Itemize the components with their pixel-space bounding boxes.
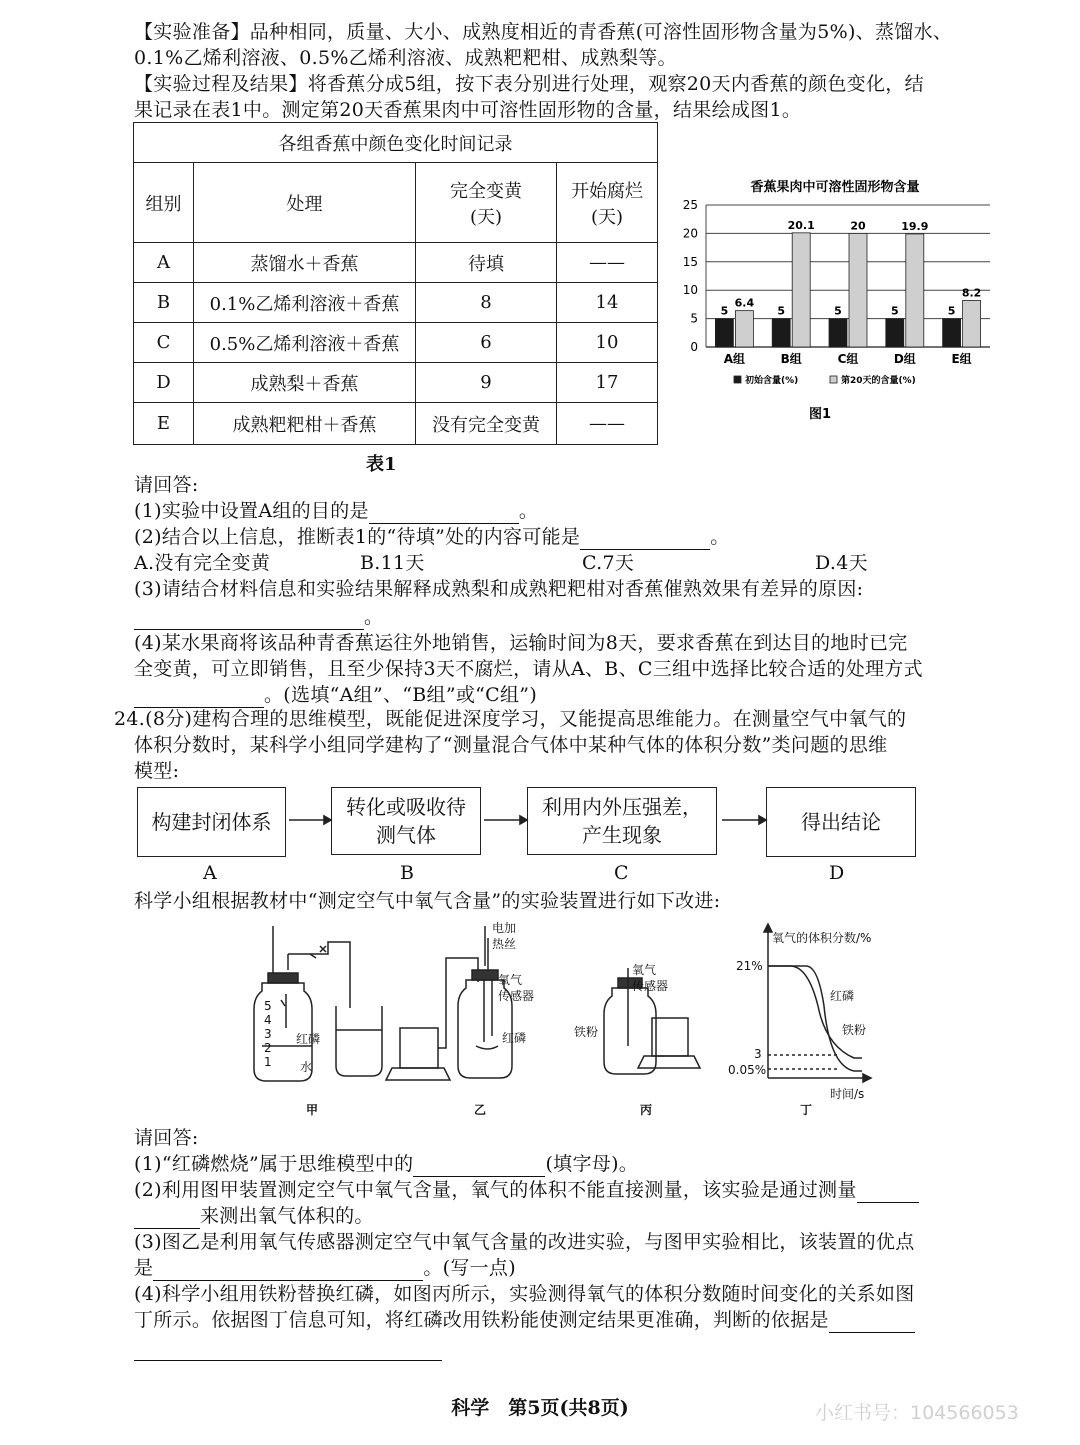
- q23-4-line-2: 全变黄，可立即销售，且至少保持3天不腐烂，请从A、B、C三组中选择比较合适的处理方式: [134, 658, 923, 680]
- option-d: D.4天: [815, 552, 868, 574]
- answer-blank[interactable]: [413, 1156, 545, 1177]
- legend-swatch: [734, 376, 741, 383]
- option-a: A.没有完全变黄: [134, 552, 271, 574]
- intro-line-2: 0.1%乙烯利溶液、0.5%乙烯利溶液、成熟粑粑柑、成熟梨等。: [134, 47, 677, 69]
- intro-line-4: 果记录在表1中。测定第20天香蕉果肉中可溶性固形物的含量，结果绘成图1。: [134, 99, 802, 121]
- q24-1-end: (填字母)。: [545, 1153, 639, 1175]
- table-header: 处理: [194, 163, 416, 243]
- y-tick-label: 25: [682, 198, 698, 212]
- table-cell: 没有完全变黄: [416, 403, 557, 445]
- q24-4-line-1: (4)科学小组用铁粉替换红磷，如图丙所示，实验测得氧气的体积分数随时间变化的关系如图: [134, 1283, 915, 1305]
- yi-label-5: 红磷: [502, 1031, 527, 1045]
- x-tick-label: C组: [837, 352, 859, 366]
- ding-ytick-21: 21%: [736, 959, 763, 973]
- ding-ytick-005: 0.05%: [728, 1063, 767, 1077]
- intro-line-1: 【实验准备】品种相同，质量、大小、成熟度相近的青香蕉(可溶性固形物含量为5%)、蒸馏水、: [134, 21, 953, 43]
- q24-3-text: 是: [134, 1257, 154, 1279]
- page-footer: 科学 第5页(共8页): [451, 1397, 629, 1419]
- q23-3: (3)请结合材料信息和实验结果解释成熟梨和成熟粑粑柑对香蕉催熟效果有差异的原因:: [134, 578, 864, 600]
- q23-2: [134, 524, 730, 550]
- table-row: [134, 243, 658, 283]
- answer-blank[interactable]: [829, 1312, 915, 1333]
- apparatus-figures: [240, 918, 900, 1118]
- model-box-c: 利用内外压强差，产生现象: [527, 787, 717, 855]
- q23-3-end: 。: [364, 606, 384, 628]
- caption-yi: 乙: [474, 1103, 487, 1117]
- figure-jia: [254, 926, 382, 1081]
- q24-line-2: 体积分数时，某科学小组同学建构了“测量混合气体中某种气体的体积分数”类问题的思维: [134, 734, 888, 756]
- q23-2-end: 。: [710, 526, 730, 548]
- table-cell: 6: [416, 323, 557, 363]
- y-tick-label: 0: [690, 340, 698, 354]
- q23-2-text: (2)结合以上信息，推断表1的“待填”处的内容可能是: [134, 526, 581, 548]
- yi-label-2: 热丝: [492, 937, 517, 951]
- caption-ding: 丁: [800, 1103, 813, 1117]
- legend-label: 第20天的含量(%): [841, 376, 916, 386]
- watermark: 小红书号：104566053: [815, 1402, 1019, 1424]
- table-caption: 表1: [366, 454, 397, 475]
- model-letter-d: D: [829, 862, 845, 884]
- bar-value-label: 8.2: [961, 286, 982, 300]
- bar: [906, 234, 924, 347]
- model-letter-a: A: [203, 862, 217, 884]
- q23-1-text: (1)实验中设置A组的目的是: [134, 500, 369, 522]
- table-cell: 17: [557, 363, 658, 403]
- ding-curve-iron: 铁粉: [842, 1023, 867, 1037]
- answer-blank[interactable]: [580, 529, 710, 550]
- chart-caption: 图1: [808, 407, 832, 422]
- bar-value-label: 19.9: [901, 219, 929, 233]
- q24-improve: 科学小组根据教材中“测定空气中氧气含量”的实验装置进行如下改进:: [134, 890, 721, 912]
- table-cell: 0.1%乙烯利溶液＋香蕉: [194, 283, 416, 323]
- table-row: [134, 323, 658, 363]
- table-cell: E: [134, 403, 194, 445]
- bar: [849, 233, 867, 347]
- bar: [963, 300, 981, 347]
- bar-value-label: 5: [890, 304, 899, 318]
- table-cell: 待填: [416, 243, 557, 283]
- y-tick-label: 15: [682, 254, 698, 269]
- table-cell: 成熟梨＋香蕉: [194, 363, 416, 403]
- jia-scale-5: 5: [264, 999, 272, 1013]
- x-tick-label: E组: [951, 352, 972, 366]
- q24-4-text: 丁所示。依据图丁信息可知，将红磷改用铁粉能使测定结果更准确，判断的依据是: [134, 1309, 829, 1331]
- x-tick-label: B组: [780, 352, 802, 366]
- figure-ding: [764, 924, 871, 1082]
- answer-blank[interactable]: [134, 1208, 200, 1229]
- yi-label-4: 传感器: [498, 989, 535, 1003]
- q24-2-text: (2)利用图甲装置测定空气中氧气含量，氧气的体积不能直接测量，该实验是通过测量: [134, 1179, 857, 1201]
- caption-jia: 甲: [306, 1103, 319, 1117]
- table-cell: D: [134, 363, 194, 403]
- table-row: [134, 283, 658, 323]
- table-cell: 8: [416, 283, 557, 323]
- bar-value-label: 5: [834, 304, 842, 318]
- table-header: 开始腐烂 (天): [557, 163, 658, 243]
- intro-line-3: 【实验过程及结果】将香蕉分成5组，按下表分别进行处理，观察20天内香蕉的颜色变化，结: [134, 73, 924, 95]
- table-header: 完全变黄 (天): [416, 163, 557, 243]
- bar: [715, 319, 733, 347]
- model-arrows: [284, 805, 774, 835]
- bing-label-2: 传感器: [632, 979, 669, 993]
- bing-label-1: 氧气: [632, 963, 657, 977]
- bar-value-label: 6.4: [734, 296, 755, 310]
- ding-xlabel: 时间/s: [830, 1087, 865, 1101]
- q23-1-end: 。: [518, 500, 539, 522]
- ding-curve-red-phosphorus: 红磷: [830, 989, 855, 1003]
- q24-1-text: (1)“红磷燃烧”属于思维模型中的: [134, 1153, 414, 1175]
- model-box-b: 转化或吸收待测气体: [331, 787, 481, 855]
- answer-blank[interactable]: [153, 1260, 423, 1281]
- q24-2-line-2: [134, 1203, 374, 1229]
- option-b: B.11天: [360, 552, 425, 574]
- jia-label-water: 水: [300, 1060, 313, 1074]
- model-letter-b: B: [400, 862, 414, 884]
- table-1: [133, 122, 658, 445]
- bing-label-3: 铁粉: [574, 1025, 599, 1039]
- bar-value-label: 20: [850, 219, 866, 233]
- answer-blank[interactable]: [134, 687, 264, 708]
- q24-3-line-1: (3)图乙是利用氧气传感器测定空气中氧气含量的改进实验，与图甲实验相比，该装置的优点: [134, 1231, 915, 1253]
- table-cell: A: [134, 243, 194, 283]
- ding-ylabel: 氧气的体积分数/%: [772, 931, 872, 945]
- bar-value-label: 5: [947, 304, 956, 318]
- answer-blank[interactable]: [134, 1340, 442, 1361]
- q24-3-line-2: [134, 1255, 516, 1281]
- bar: [886, 319, 904, 347]
- table-title: 各组香蕉中颜色变化时间记录: [134, 123, 658, 163]
- answer-blank[interactable]: [857, 1182, 919, 1203]
- bar: [943, 319, 961, 347]
- x-tick-label: D组: [893, 352, 916, 366]
- answer-blank[interactable]: [134, 609, 364, 630]
- q24-2-line-1: [134, 1177, 919, 1203]
- legend-swatch: [830, 376, 837, 383]
- bar: [772, 319, 790, 347]
- jia-scale-3: 3: [264, 1027, 272, 1041]
- table-cell: 成熟粑粑柑＋香蕉: [194, 403, 416, 445]
- table-cell: ——: [557, 403, 658, 445]
- table-cell: B: [134, 283, 194, 323]
- bar-value-label: 5: [720, 304, 729, 318]
- q23-4-end: 。(选填“A组”、“B组”或“C组”): [264, 684, 538, 706]
- table-cell: 10: [557, 323, 658, 363]
- table-cell: 14: [557, 283, 658, 323]
- q23-4-line-3: [134, 682, 537, 708]
- bar: [792, 233, 810, 347]
- table-cell: 0.5%乙烯利溶液＋香蕉: [194, 323, 416, 363]
- bar-value-label: 5: [777, 304, 786, 318]
- x-tick-label: A组: [723, 352, 746, 366]
- jia-scale-4: 4: [264, 1013, 272, 1027]
- bar-value-label: 20.1: [787, 218, 815, 232]
- q24-3-end: 。(写一点): [423, 1257, 516, 1279]
- q24-intro2: 请回答:: [134, 1127, 199, 1149]
- model-box-d: 得出结论: [766, 787, 916, 857]
- yi-label-3: 氧气: [498, 973, 523, 987]
- q24-line-1: 24.(8分)建构合理的思维模型，既能促进深度学习，又能提高思维能力。在测量空气中氧气的: [114, 708, 907, 730]
- jia-scale-1: 1: [264, 1055, 272, 1069]
- y-tick-label: 5: [690, 311, 698, 326]
- bar: [735, 311, 753, 347]
- q24-4-line-3: [134, 1335, 442, 1361]
- table-row: [134, 363, 658, 403]
- chart-title: 香蕉果肉中可溶性固形物含量: [750, 180, 920, 195]
- q23-1: [134, 498, 538, 524]
- q24-2-end: 来测出氧气体积的。: [200, 1205, 374, 1227]
- jia-label-red-phosphorus: 红磷: [296, 1032, 321, 1046]
- y-tick-label: 20: [682, 226, 698, 241]
- table-row: [134, 403, 658, 445]
- jia-scale-2: 2: [264, 1041, 272, 1055]
- q24-4-line-2: [134, 1307, 915, 1333]
- ding-ytick-3: 3: [754, 1047, 762, 1061]
- answer-blank[interactable]: [369, 503, 519, 524]
- bar: [829, 319, 847, 347]
- model-letter-c: C: [614, 862, 629, 884]
- table-cell: C: [134, 323, 194, 363]
- model-box-a: 构建封闭体系: [137, 787, 286, 857]
- q24-line-3: 模型:: [134, 760, 180, 782]
- q24-1: [134, 1151, 638, 1177]
- table-cell: ——: [557, 243, 658, 283]
- caption-bing: 丙: [640, 1103, 653, 1117]
- q23-3-answer: [134, 604, 383, 630]
- option-c: C.7天: [582, 552, 635, 574]
- y-tick-label: 10: [682, 283, 698, 298]
- legend-label: 初始含量(%): [745, 376, 799, 386]
- bar-chart: [670, 170, 1000, 425]
- table-header: 组别: [134, 163, 194, 243]
- q23-intro: 请回答:: [134, 474, 199, 496]
- table-cell: 蒸馏水＋香蕉: [194, 243, 416, 283]
- q23-4-line-1: (4)某水果商将该品种青香蕉运往外地销售，运输时间为8天，要求香蕉在到达目的地时已完: [134, 632, 908, 654]
- table-cell: 9: [416, 363, 557, 403]
- yi-label-1: 电加: [492, 921, 517, 935]
